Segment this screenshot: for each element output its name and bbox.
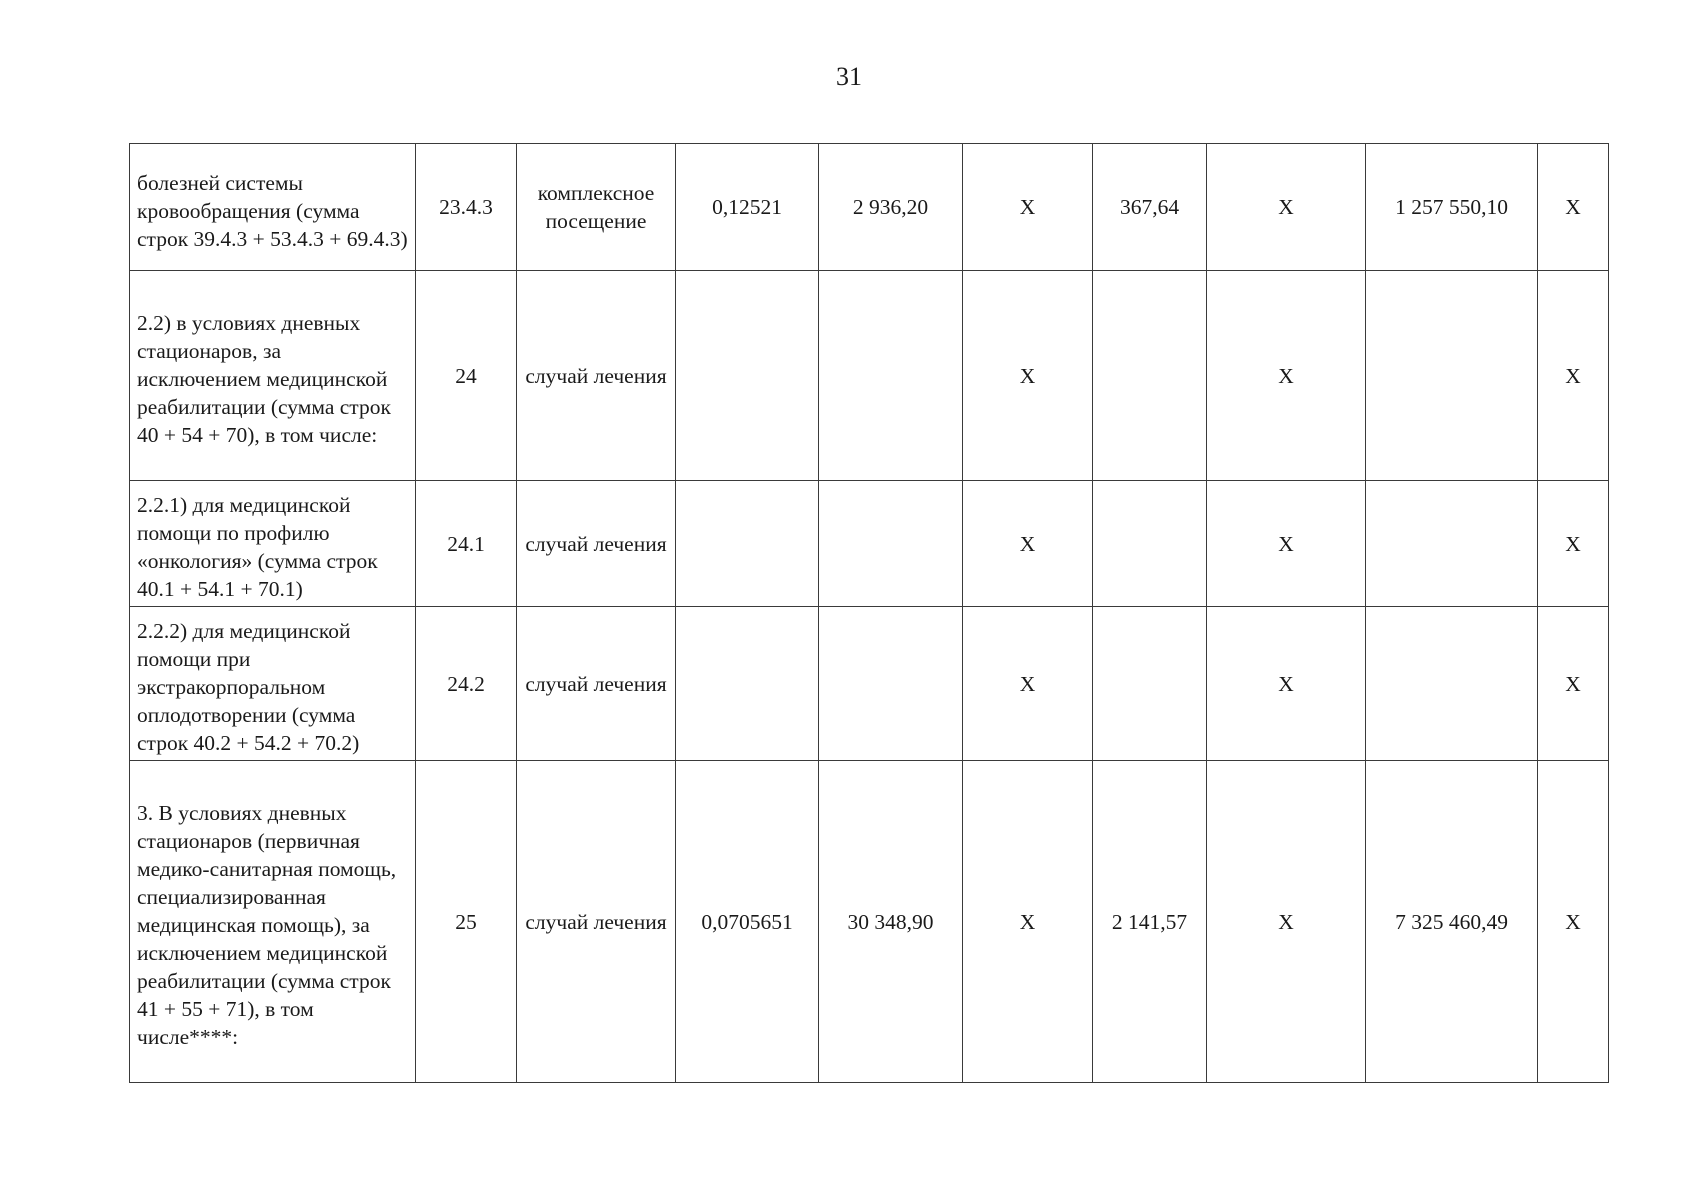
row-per-capita [1093, 607, 1207, 761]
row-per-capita [1093, 481, 1207, 607]
row-x1: X [963, 607, 1093, 761]
page-number: 31 [836, 62, 862, 91]
row-unit: случай лечения [517, 481, 676, 607]
table-row [130, 271, 1609, 481]
row-x2: X [1207, 144, 1366, 271]
row-x2: X [1207, 271, 1366, 481]
row-name: болезней системы кровообращения (сумма строк 39.4.3 + 53.4.3 + 69.4.3) [130, 144, 416, 271]
row-x2: X [1207, 481, 1366, 607]
row-code: 24 [416, 271, 517, 481]
row-per-capita [1093, 271, 1207, 481]
table-row [130, 144, 1609, 271]
row-code: 25 [416, 761, 517, 1083]
row-total [1366, 607, 1538, 761]
row-x1: X [963, 271, 1093, 481]
row-per-capita: 2 141,57 [1093, 761, 1207, 1083]
row-cost [819, 607, 963, 761]
row-norm [676, 607, 819, 761]
row-name: 2.2.2) для медицинской помощи при экстракорпоральном оплодотворении (сумма строк 40.2 + 54.2 + 70.2) [130, 607, 416, 761]
row-code: 23.4.3 [416, 144, 517, 271]
row-name: 2.2.1) для медицинской помощи по профилю «онкология» (сумма строк 40.1 + 54.1 + 70.1) [130, 481, 416, 607]
row-unit: случай лечения [517, 271, 676, 481]
row-total [1366, 481, 1538, 607]
row-norm: 0,12521 [676, 144, 819, 271]
row-x3: X [1538, 607, 1609, 761]
row-norm [676, 481, 819, 607]
row-x1: X [963, 144, 1093, 271]
row-cost: 2 936,20 [819, 144, 963, 271]
row-per-capita: 367,64 [1093, 144, 1207, 271]
row-norm: 0,0705651 [676, 761, 819, 1083]
row-x1: X [963, 481, 1093, 607]
row-x3: X [1538, 144, 1609, 271]
row-name: 3. В условиях дневных стационаров (первичная медико-санитарная помощь, специализированная медицинская помощь), за исключением медицинской реабилитации (сумма строк 41 + 55 + 71), в том числе****: [130, 761, 416, 1083]
table-row [130, 761, 1609, 1083]
row-name: 2.2) в условиях дневных стационаров, за исключением медицинской реабилитации (сумма строк 40 + 54 + 70), в том числе: [130, 271, 416, 481]
row-unit: комплексное посещение [517, 144, 676, 271]
row-x3: X [1538, 481, 1609, 607]
row-total: 7 325 460,49 [1366, 761, 1538, 1083]
row-x1: X [963, 761, 1093, 1083]
row-unit: случай лечения [517, 607, 676, 761]
row-total: 1 257 550,10 [1366, 144, 1538, 271]
row-norm [676, 271, 819, 481]
row-x3: X [1538, 761, 1609, 1083]
row-x3: X [1538, 271, 1609, 481]
row-cost [819, 271, 963, 481]
row-x2: X [1207, 761, 1366, 1083]
table-row [130, 607, 1609, 761]
row-total [1366, 271, 1538, 481]
row-x2: X [1207, 607, 1366, 761]
row-code: 24.2 [416, 607, 517, 761]
table-row [130, 481, 1609, 607]
row-unit: случай лечения [517, 761, 676, 1083]
row-cost [819, 481, 963, 607]
row-cost: 30 348,90 [819, 761, 963, 1083]
row-code: 24.1 [416, 481, 517, 607]
data-table [129, 143, 1609, 1083]
